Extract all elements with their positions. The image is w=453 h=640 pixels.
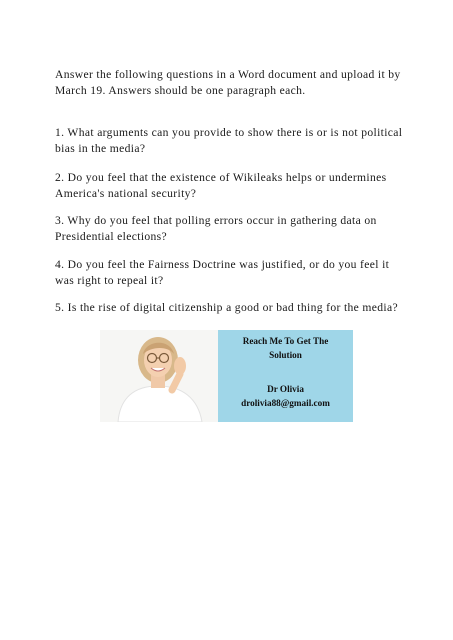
question-1: 1. What arguments can you provide to show there is or is not political bias in the media?: [55, 126, 403, 155]
question-4: 4. Do you feel the Fairness Doctrine was justified, or do you feel it was right to repeal it?: [55, 258, 390, 287]
woman-photo: [100, 330, 218, 422]
question-5: 5. Is the rise of digital citizenship a good or bad thing for the media?: [55, 301, 398, 314]
contact-panel: [218, 330, 353, 422]
contact-email[interactable]: drolivia88@gmail.com: [241, 398, 330, 408]
question-3: 3. Why do you feel that polling errors occur in gathering data on Presidential elections?: [55, 214, 377, 243]
contact-banner: [100, 330, 353, 422]
banner-headline-line-1: Reach Me To Get The: [242, 336, 329, 346]
contact-name: Dr Olivia: [267, 384, 304, 394]
question-2: 2. Do you feel that the existence of Wikileaks helps or undermines America's national security?: [55, 171, 387, 200]
banner-headline-line-2: Solution: [269, 350, 302, 360]
instructions-paragraph: Answer the following questions in a Word document and upload it by March 19. Answers should be one paragraph each.: [55, 68, 401, 97]
woman-photo-illustration: [100, 330, 218, 422]
